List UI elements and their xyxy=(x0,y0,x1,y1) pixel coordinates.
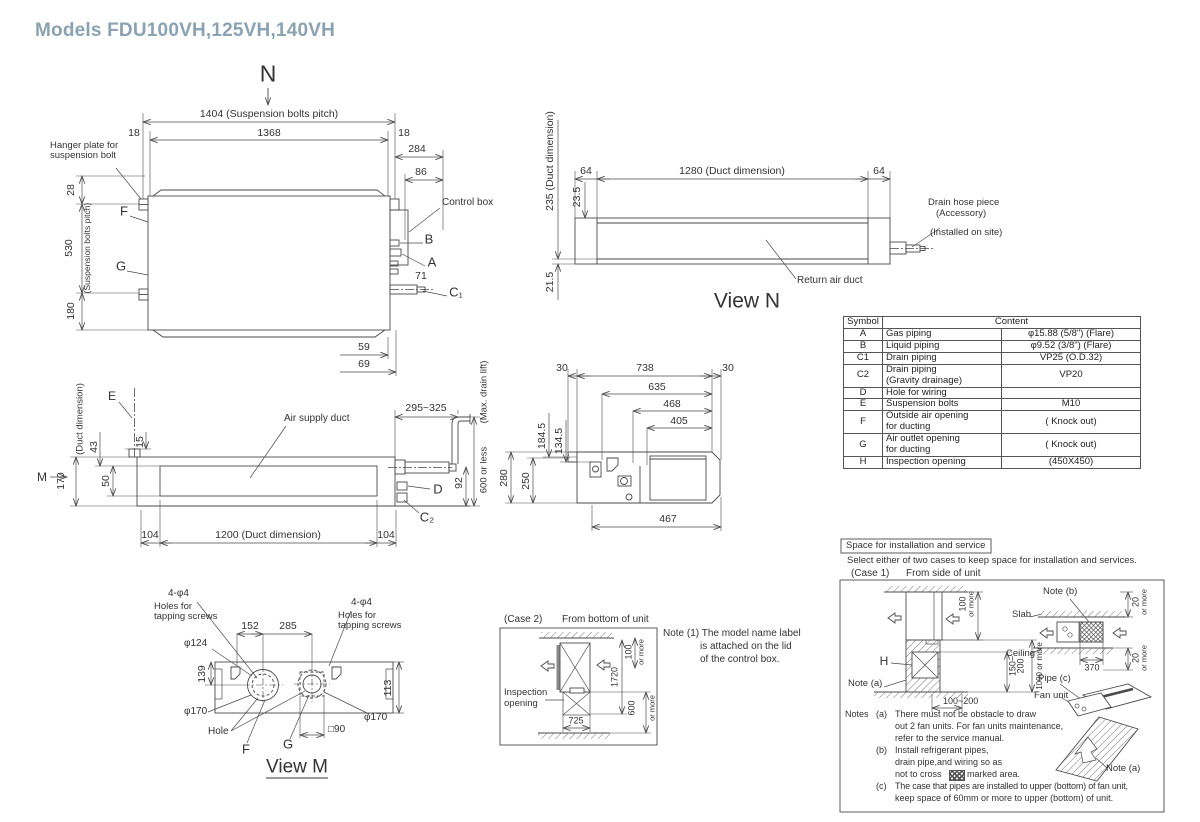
notes-c-text: The case that pipes are installed to upper (bottom) of fan unit, xyxy=(895,781,1128,791)
dim-184-5: 184.5 xyxy=(535,422,548,450)
max-drain-lift-label: (Max. drain lift) xyxy=(478,360,490,424)
dim-64-right: 64 xyxy=(873,164,885,177)
dim-dia-170-right: φ170 xyxy=(364,712,388,723)
table-row: B Liquid piping φ9.52 (3/8") (Flare) xyxy=(844,340,1141,352)
dim-284: 284 xyxy=(408,142,426,155)
dim-600-or-less: 600 or less xyxy=(478,446,490,494)
symbol-d-label: D xyxy=(433,481,443,497)
dim-21-5: 21.5 xyxy=(543,271,556,293)
dim-738: 738 xyxy=(636,361,654,374)
hanger-plate-label: Hanger plate for xyxy=(50,140,119,151)
case1-from-label: From side of unit xyxy=(906,568,981,579)
airflow-arrow-icon xyxy=(946,614,959,624)
dim-100-or-more: or more xyxy=(636,639,646,665)
dim-104-right: 104 xyxy=(377,528,395,541)
dim-152: 152 xyxy=(241,619,259,632)
control-box-label: Control box xyxy=(442,197,494,208)
return-air-duct-label: Return air duct xyxy=(797,275,863,286)
notes-head: Notes xyxy=(845,709,869,719)
dim-139: 139 xyxy=(195,665,208,683)
table-row: E Suspension bolts M10 xyxy=(844,399,1141,411)
dim-92: 92 xyxy=(452,477,465,489)
tapping-screws-label: tapping screws xyxy=(154,611,218,622)
symbol-table xyxy=(843,316,1141,469)
tapping-screws-label: Holes for xyxy=(154,601,193,612)
symbol-f-label: F xyxy=(120,203,128,219)
drain-hose-label: (Installed on site) xyxy=(930,227,1003,238)
dim-71: 71 xyxy=(415,269,427,282)
inspection-opening-label: Inspection xyxy=(504,687,548,698)
tapping-screws-label: 4-φ4 xyxy=(351,597,372,608)
air-supply-duct-label: Air supply duct xyxy=(284,413,350,424)
airflow-arrow-icon xyxy=(597,660,610,670)
view-n-caption: View N xyxy=(713,289,781,313)
case2-label: (Case 2) xyxy=(504,614,543,625)
fan-unit-label: Fan unit xyxy=(1034,690,1069,701)
tapping-screws-label: tapping screws xyxy=(338,620,402,631)
notes-a-text: out 2 fan units. For fan units maintenance, xyxy=(895,721,1064,731)
airflow-arrow-icon xyxy=(541,661,554,671)
dim-170: 170 xyxy=(54,472,67,490)
tapping-screws-label: 4-φ4 xyxy=(168,588,189,599)
dim-20-or-more: or more xyxy=(1139,589,1149,615)
dim-530-note: (Suspension bolts pitch) xyxy=(81,202,92,294)
notes-b-text: drain pipe,and wiring so as xyxy=(895,757,1003,767)
airflow-arrow-icon xyxy=(1113,628,1126,638)
dim-square-90: □90 xyxy=(328,724,346,735)
table-row: A Gas piping φ15.88 (5/8") (Flare) xyxy=(844,328,1141,340)
dim-1368: 1368 xyxy=(257,126,281,139)
dim-1720: 1720 xyxy=(609,666,620,688)
dim-530: 530 xyxy=(62,239,75,257)
symbol-c2-label: C₂ xyxy=(419,509,435,525)
tapping-screws-label: Holes for xyxy=(338,610,377,621)
dim-180: 180 xyxy=(64,302,77,320)
symbol-table-header: Content xyxy=(883,317,1141,329)
notes-b-text: Install refrigerant pipes, xyxy=(895,745,989,755)
dim-725: 725 xyxy=(568,715,584,726)
dim-295-325: 295~325 xyxy=(405,401,447,414)
hole-label: Hole xyxy=(208,726,229,737)
symbol-a-label: A xyxy=(427,254,437,270)
symbol-g-label: G xyxy=(282,736,294,752)
dim-64-left: 64 xyxy=(580,164,592,177)
dim-30-right: 30 xyxy=(722,361,734,374)
dim-600-or-more: or more xyxy=(647,695,657,721)
dim-280: 280 xyxy=(497,469,510,487)
dim-69: 69 xyxy=(358,357,370,370)
table-row: F Outside air opening for ducting ( Knock out) xyxy=(844,411,1141,434)
dim-150-200: 200 xyxy=(1015,658,1026,674)
note-1-text: Note (1) The model name label xyxy=(663,628,801,639)
table-row: G Air outlet opening for ducting ( Knock out) xyxy=(844,434,1141,457)
dim-30-left: 30 xyxy=(556,361,568,374)
symbol-table-header: Symbol xyxy=(844,317,883,329)
drain-hose-label: Drain hose piece xyxy=(928,197,1000,208)
dim-150-200: 150~ xyxy=(1007,655,1018,677)
dim-50: 50 xyxy=(99,475,112,487)
dim-28: 28 xyxy=(64,184,77,196)
dim-dia-124: φ124 xyxy=(184,638,208,649)
dim-dia-170-left: φ170 xyxy=(184,706,208,717)
dim-1280: 1280 (Duct dimension) xyxy=(679,164,785,177)
dim-235: 235 (Duct dimension) xyxy=(543,111,556,211)
dim-100-or-more: 100 xyxy=(623,644,634,660)
hanger-plate-label: suspension bolt xyxy=(50,150,117,161)
dim-1000-or-more: 1000 or more xyxy=(1035,642,1044,690)
dim-15: 15 xyxy=(133,436,146,448)
dim-20-or-more: 20 xyxy=(1130,652,1141,664)
slab-label: Slab xyxy=(1012,609,1032,620)
table-row: D Hole for wiring xyxy=(844,387,1141,399)
crosshatch-swatch-icon xyxy=(949,770,965,781)
notes-a-tag: (a) xyxy=(876,709,887,719)
dim-20-or-more: 20 xyxy=(1130,596,1141,608)
dim-43: 43 xyxy=(87,441,100,453)
notes-b-text: not to cross xyxy=(895,769,942,779)
dim-635: 635 xyxy=(648,380,666,393)
symbol-f-label: F xyxy=(242,741,250,757)
note-a-label: Note (a) xyxy=(1106,763,1141,774)
dim-600-or-more: 600 xyxy=(626,700,637,716)
note-1-text: is attached on the lid xyxy=(700,641,792,652)
notes-c-text: keep space of 60mm or more to upper (bottom) of unit. xyxy=(895,793,1114,803)
dim-285: 285 xyxy=(279,619,297,632)
dim-113: 113 xyxy=(381,679,394,697)
notes-b-tag: (b) xyxy=(876,745,887,755)
note-a-label: Note (a) xyxy=(848,678,883,689)
detail-view-drawing xyxy=(505,369,721,531)
install-intro-text: Select either of two cases to keep space for installation and services. xyxy=(847,555,1137,566)
airflow-arrow-icon xyxy=(1040,628,1053,638)
symbol-g-label: G xyxy=(115,258,127,274)
inspection-opening-label: opening xyxy=(504,698,538,709)
dim-18-left: 18 xyxy=(128,126,140,139)
dim-23-5: 23.5 xyxy=(570,186,583,208)
view-m-caption: View M xyxy=(266,756,328,778)
drain-hose-label: (Accessory) xyxy=(936,208,987,219)
dim-100-or-more: 100 xyxy=(957,596,968,612)
dim-100-200: 100~200 xyxy=(943,696,979,706)
symbol-b-label: B xyxy=(424,231,434,247)
notes-a-text: There must not be obstacle to draw xyxy=(895,709,1037,719)
airflow-arrow-icon xyxy=(888,613,901,623)
ceiling-label: Ceiling xyxy=(1006,648,1036,659)
north-label: N xyxy=(259,60,277,87)
table-row: C2 Drain piping (Gravity drainage) VP20 xyxy=(844,364,1141,387)
pipe-c-label: Pipe (c) xyxy=(1038,673,1071,684)
dim-86: 86 xyxy=(415,165,427,178)
dim-170-note: (Duct dimension) xyxy=(74,383,86,455)
dim-250: 250 xyxy=(519,472,532,490)
notes-c-tag: (c) xyxy=(876,781,887,791)
table-row: C1 Drain piping VP25 (O.D.32) xyxy=(844,352,1141,364)
dim-370: 370 xyxy=(1084,662,1100,673)
table-row: H Inspection opening (450X450) xyxy=(844,457,1141,469)
dim-1404: 1404 (Suspension bolts pitch) xyxy=(199,107,339,120)
dim-134-5: 134.5 xyxy=(552,427,565,455)
dim-405: 405 xyxy=(670,414,688,427)
dim-18-right: 18 xyxy=(398,126,410,139)
dim-1200: 1200 (Duct dimension) xyxy=(215,528,321,541)
dim-467: 467 xyxy=(659,512,677,525)
symbol-e-label: E xyxy=(107,389,117,403)
notes-b-text: marked area. xyxy=(967,769,1021,779)
case1-label: (Case 1) xyxy=(851,568,890,579)
view-n-drawing xyxy=(552,120,940,300)
symbol-h-label: H xyxy=(879,654,889,668)
dim-468: 468 xyxy=(663,397,681,410)
page-title: Models FDU100VH,125VH,140VH xyxy=(35,20,336,41)
view-m-direction-label: M xyxy=(37,470,47,484)
install-section-title: Space for installation and service xyxy=(846,540,986,551)
notes-a-text: refer to the service manual. xyxy=(895,733,1005,743)
dim-20-or-more: or more xyxy=(1139,645,1149,671)
symbol-c1-label: C₁ xyxy=(449,284,463,300)
note-b-label: Note (b) xyxy=(1043,586,1078,597)
dim-104-left: 104 xyxy=(141,528,159,541)
note-1-text: of the control box. xyxy=(700,654,780,665)
dim-59: 59 xyxy=(358,340,370,353)
dim-100-or-more: or more xyxy=(966,591,976,617)
case2-from-label: From bottom of unit xyxy=(562,614,649,625)
